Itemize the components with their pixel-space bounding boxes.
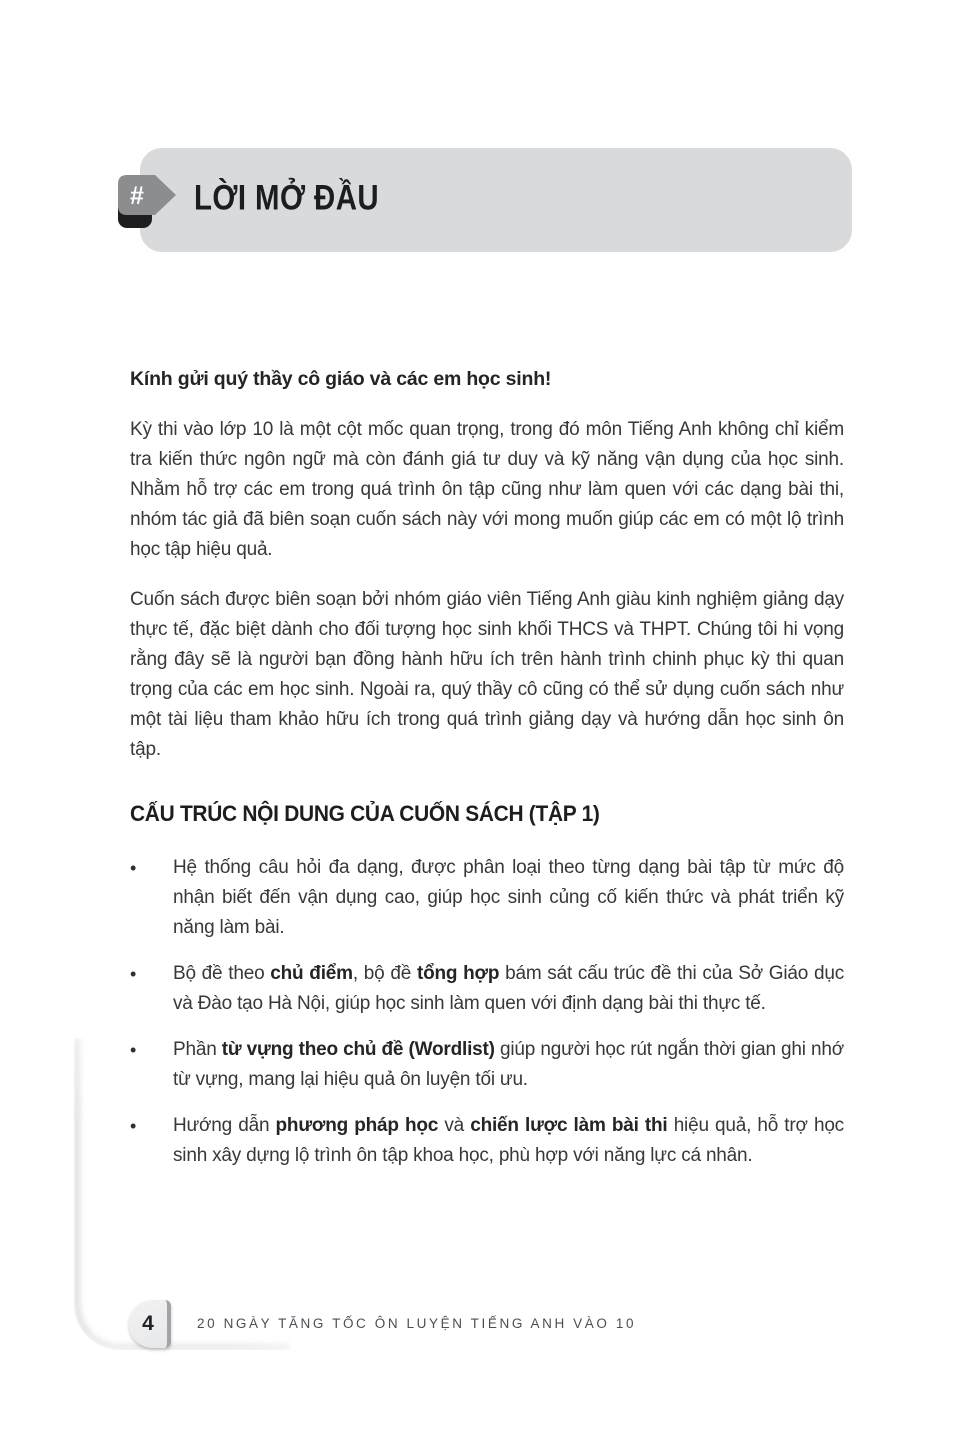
bullet-item: [130, 853, 844, 943]
intro-paragraph-2: Cuốn sách được biên soạn bởi nhóm giáo viên Tiếng Anh giàu kinh nghiệm giảng dạy thực tế, đặc biệt dành cho đối tượng học sinh khối THCS và THPT. Chúng tôi hi vọng rằng đây sẽ là người bạn đồng hành hữu ích trên hành trình chinh phục kỳ thi quan trọng của các em học sinh. Ngoài ra, quý thầy cô cũng có thể sử dụng cuốn sách như một tài liệu tham khảo hữu ích trong quá trình giảng dạy và hướng dẫn học sinh ôn tập.: [130, 589, 844, 760]
bullet-text: Phần từ vựng theo chủ đề (Wordlist) giúp người học rút ngắn thời gian ghi nhớ từ vựng, mang lại hiệu quả ôn luyện tối ưu.: [173, 1039, 844, 1090]
bullet-dot: •: [130, 858, 137, 878]
book-title: 20 NGÀY TĂNG TỐC ÔN LUYỆN TIẾNG ANH VÀO 10: [197, 1316, 637, 1331]
banner-title: LỜI MỞ ĐẦU: [194, 178, 380, 218]
hash-tag-icon: [116, 174, 180, 230]
bullet-item: [130, 1111, 844, 1171]
section-heading: CẤU TRÚC NỘI DUNG CỦA CUỐN SÁCH (TẬP 1): [130, 801, 600, 826]
bullet-dot: •: [130, 1116, 137, 1136]
page-number-badge: [129, 1300, 171, 1348]
bullet-text: Hướng dẫn phương pháp học và chiến lược làm bài thi hiệu quả, hỗ trợ học sinh xây dựng lộ trình ôn tập khoa học, phù hợp với năng lực cá nhân.: [173, 1115, 844, 1166]
hash-symbol: #: [130, 182, 144, 210]
bullet-dot: •: [130, 964, 137, 984]
bullet-list: [130, 853, 844, 1171]
bullet-dot: •: [130, 1040, 137, 1060]
preface-content: [130, 364, 844, 1187]
salutation-heading: Kính gửi quý thầy cô giáo và các em học sinh!: [130, 368, 552, 390]
preface-banner: [130, 148, 852, 252]
bullet-text: Bộ đề theo chủ điểm, bộ đề tổng hợp bám sát cấu trúc đề thi của Sở Giáo dục và Đào tạo Hà Nội, giúp học sinh làm quen với định dạng bài thi thực tế.: [173, 963, 844, 1014]
page-number: 4: [142, 1312, 154, 1335]
bullet-text: Hệ thống câu hỏi đa dạng, được phân loại theo từng dạng bài tập từ mức độ nhận biết đến vận dụng cao, giúp học sinh củng cố kiến thức và phát triển kỹ năng làm bài.: [173, 857, 844, 938]
intro-paragraph-1: Kỳ thi vào lớp 10 là một cột mốc quan trọng, trong đó môn Tiếng Anh không chỉ kiểm tra kiến thức ngôn ngữ mà còn đánh giá tư duy và kỹ năng vận dụng của học sinh. Nhằm hỗ trợ các em trong quá trình ôn tập cũng như làm quen với các dạng bài thi, nhóm tác giả đã biên soạn cuốn sách này với mong muốn giúp các em có một lộ trình học tập hiệu quả.: [130, 419, 844, 560]
bullet-item: [130, 959, 844, 1019]
bullet-item: [130, 1035, 844, 1095]
